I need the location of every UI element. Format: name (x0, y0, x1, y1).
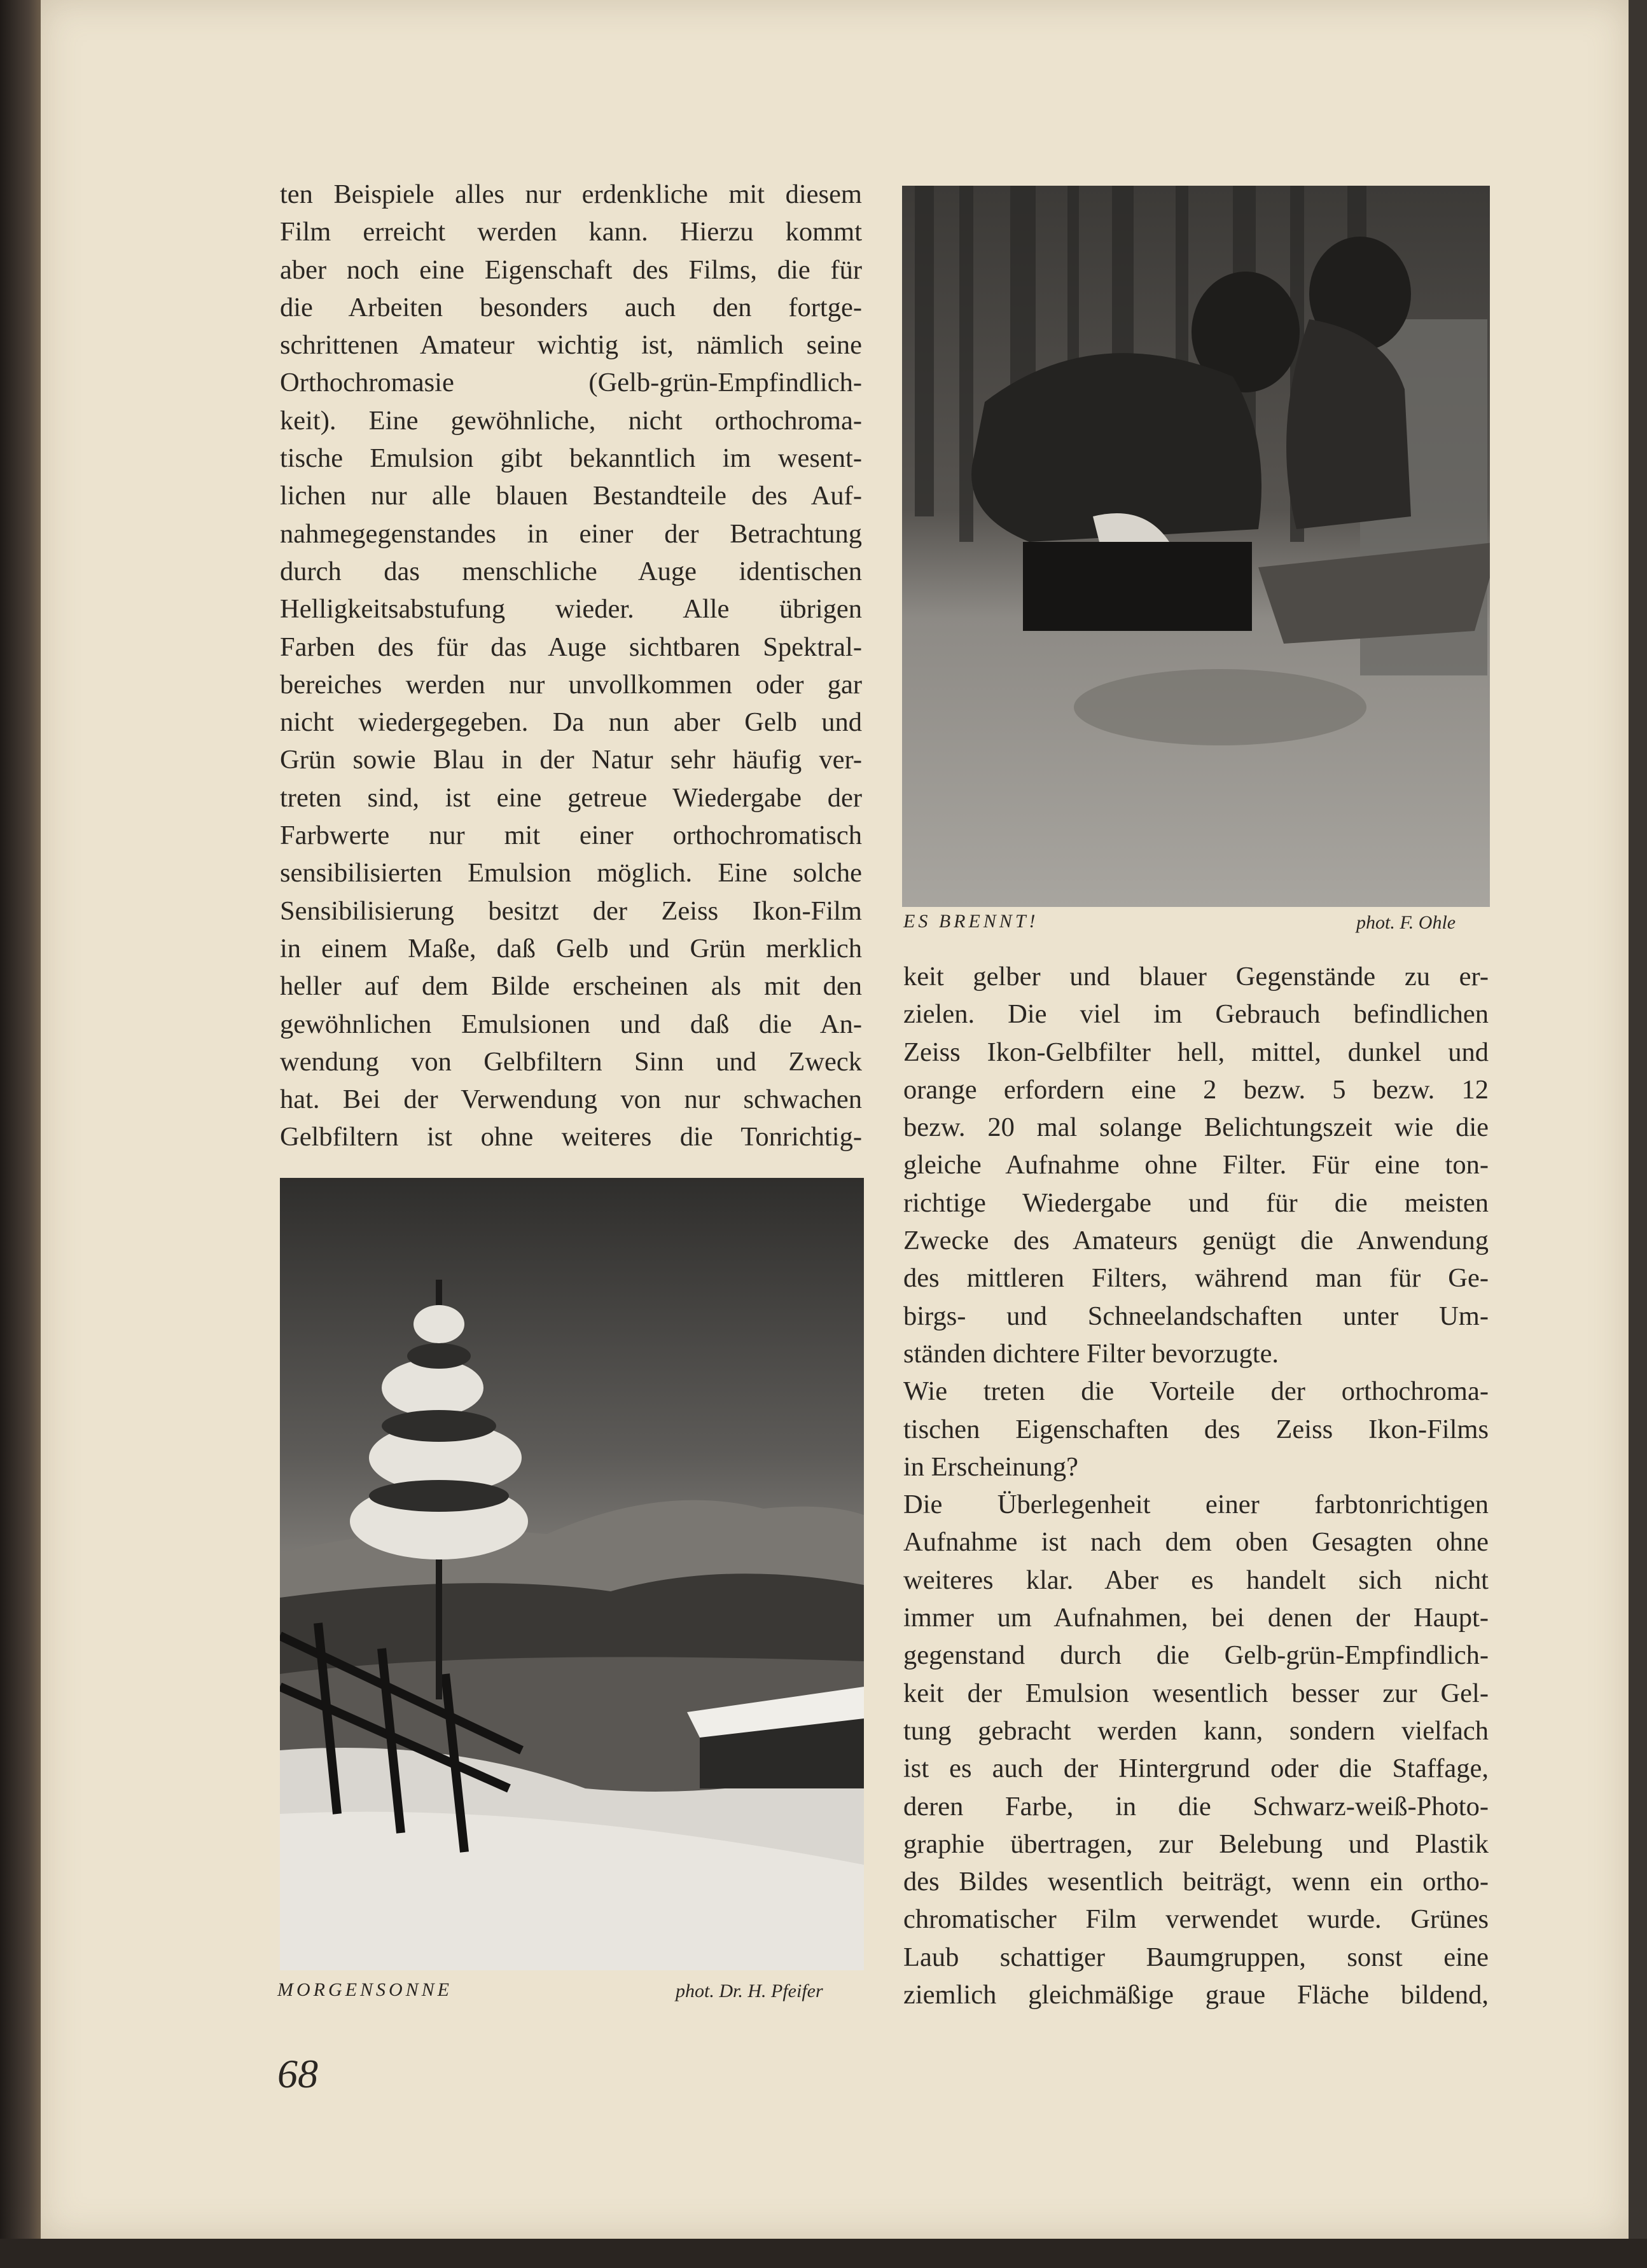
text-line: Helligkeitsabstufung wieder. Alle übrigen (280, 594, 862, 625)
left-text-column (280, 176, 862, 1156)
text-line: des Bildes wesentlich beiträgt, wenn ein ortho- (903, 1867, 1489, 1897)
text-line: Orthochromasie (Gelb-grün-Empfindlich- (280, 368, 862, 398)
right-text-column (903, 958, 1489, 2014)
text-line: sensibilisierten Emulsion möglich. Eine solche (280, 858, 862, 889)
text-line: tung gebracht werden kann, sondern vielfach (903, 1715, 1489, 1746)
text-line: Grün sowie Blau in der Natur sehr häufig ver- (280, 745, 862, 775)
text-line: nahmegegenstandes in einer der Betrachtung (280, 518, 862, 549)
text-line: birgs- und Schneelandschaften unter Um- (903, 1301, 1489, 1331)
photo-snow-landscape (280, 1178, 864, 1970)
text-line: Zwecke des Amateurs genügt die Anwendung (903, 1226, 1489, 1256)
text-line: des mittleren Filters, während man für Ge- (903, 1263, 1489, 1294)
text-line: Gelbfiltern ist ohne weiteres die Tonrichtig- (280, 1122, 862, 1152)
text-line: in Erscheinung? (903, 1451, 1078, 1482)
photo-boys-credit: phot. F. Ohle (1356, 912, 1456, 933)
page-number: 68 (277, 2051, 318, 2096)
text-line: treten sind, ist eine getreue Wiedergabe der (280, 782, 862, 813)
text-line: wendung von Gelbfiltern Sinn und Zweck (280, 1046, 862, 1077)
text-line: chromatischer Film verwendet wurde. Grünes (903, 1904, 1489, 1935)
text-line: ist es auch der Hintergrund oder die Staffage, (903, 1753, 1489, 1784)
text-line: Farbwerte nur mit einer orthochromatisch (280, 820, 862, 851)
text-line: weiteres klar. Aber es handelt sich nicht (903, 1565, 1489, 1595)
text-line: gewöhnlichen Emulsionen und daß die An- (280, 1009, 862, 1039)
text-line: keit der Emulsion wesentlich besser zur Gel- (903, 1678, 1489, 1708)
scan-edge (0, 2239, 1647, 2268)
text-line: deren Farbe, in die Schwarz-weiß-Photo- (903, 1791, 1489, 1822)
text-line: heller auf dem Bilde erscheinen als mit den (280, 971, 862, 1002)
text-line: aber noch eine Eigenschaft des Films, die für (280, 254, 862, 285)
photo-boys-image (902, 186, 1490, 907)
text-line: zielen. Die viel im Gebrauch befindlichen (903, 999, 1489, 1030)
text-line: orange erfordern eine 2 bezw. 5 bezw. 12 (903, 1074, 1489, 1105)
text-line: bereiches werden nur unvollkommen oder gar (280, 669, 862, 700)
text-line: ten Beispiele alles nur erdenkliche mit diesem (280, 179, 862, 209)
text-line: immer um Aufnahmen, bei denen der Haupt- (903, 1603, 1489, 1633)
text-line: Zeiss Ikon-Gelbfilter hell, mittel, dunkel und (903, 1037, 1489, 1067)
text-line: nicht wiedergegeben. Da nun aber Gelb und (280, 707, 862, 738)
text-line: ziemlich gleichmäßige graue Fläche bildend, (903, 1980, 1489, 2010)
text-line: Laub schattiger Baumgruppen, sonst eine (903, 1942, 1489, 1972)
text-line: richtige Wiedergabe und für die meisten (903, 1187, 1489, 1218)
text-line: Aufnahme ist nach dem oben Gesagten ohne (903, 1527, 1489, 1558)
text-line: keit gelber und blauer Gegenstände zu er- (903, 962, 1489, 992)
text-line: Film erreicht werden kann. Hierzu kommt (280, 217, 862, 247)
text-line: lichen nur alle blauen Bestandteile des Auf- (280, 481, 862, 511)
photo-boys-playing (902, 186, 1490, 907)
text-line: die Arbeiten besonders auch den fortge- (280, 292, 862, 322)
photo-snow-caption: MORGENSONNE (277, 1979, 452, 2000)
page-gutter (0, 0, 41, 2268)
text-line: gegenstand durch die Gelb-grün-Empfindlich- (903, 1640, 1489, 1671)
text-line: ständen dichtere Filter bevorzugte. (903, 1338, 1279, 1369)
text-line: hat. Bei der Verwendung von nur schwachen (280, 1084, 862, 1115)
text-line: durch das menschliche Auge identischen (280, 556, 862, 586)
text-line: in einem Maße, daß Gelb und Grün merklich (280, 933, 862, 964)
photo-boys-caption: ES BRENNT! (903, 911, 1039, 932)
photo-snow-credit: phot. Dr. H. Pfeifer (676, 1981, 823, 2002)
photo-snow-image (280, 1178, 864, 1970)
text-line: gleiche Aufnahme ohne Filter. Für eine ton- (903, 1150, 1489, 1180)
text-line: Die Überlegenheit einer farbtonrichtigen (903, 1490, 1489, 1520)
text-line: keit). Eine gewöhnliche, nicht orthochroma- (280, 405, 862, 436)
text-line: Wie treten die Vorteile der orthochroma- (903, 1376, 1489, 1407)
text-line: graphie übertragen, zur Belebung und Plastik (903, 1829, 1489, 1859)
text-line: tische Emulsion gibt bekanntlich im wesent- (280, 443, 862, 474)
text-line: schrittenen Amateur wichtig ist, nämlich seine (280, 330, 862, 361)
text-line: Farben des für das Auge sichtbaren Spektral- (280, 632, 862, 662)
text-line: Sensibilisierung besitzt der Zeiss Ikon-Film (280, 895, 862, 926)
text-line: tischen Eigenschaften des Zeiss Ikon-Films (903, 1414, 1489, 1444)
text-line: bezw. 20 mal solange Belichtungszeit wie die (903, 1112, 1489, 1143)
